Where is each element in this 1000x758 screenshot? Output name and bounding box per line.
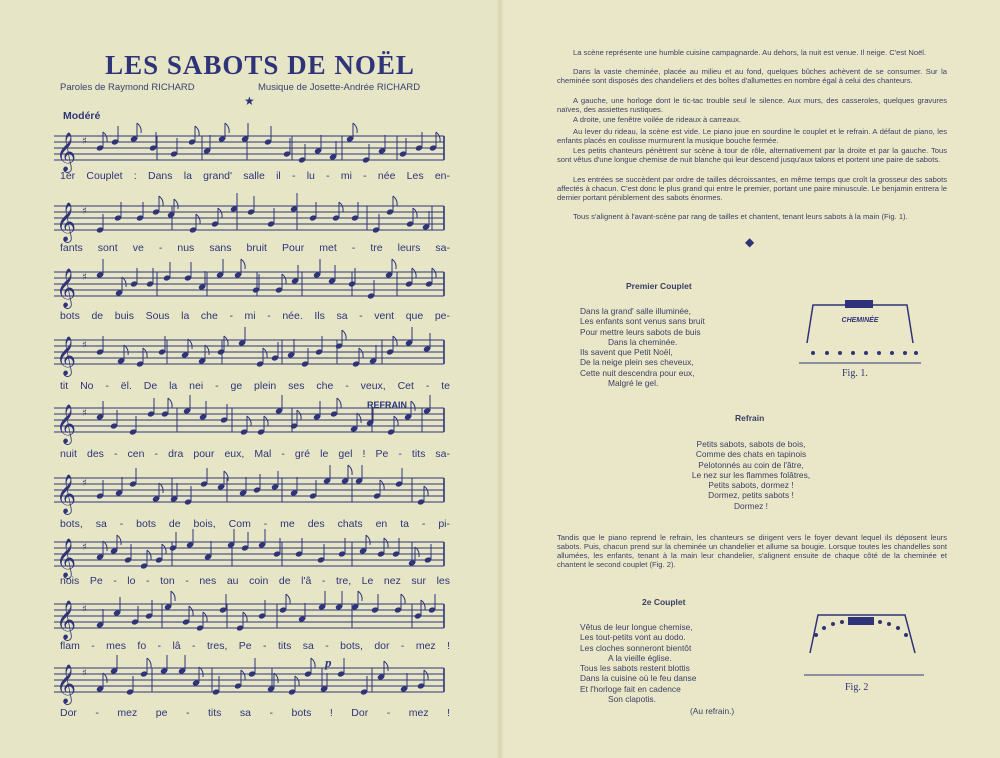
- note-flag: [243, 612, 247, 622]
- note-flag: [162, 544, 166, 554]
- composer-credit: Musique de Josette-Andrée RICHARD: [258, 82, 421, 93]
- verse-line: Dormez, petits sabots !: [708, 490, 794, 501]
- stage-paragraph: A droite, une fenêtre voilée de rideaux à carreaux.: [573, 115, 742, 124]
- stage-paragraph: Au lever du rideau, la scène est vide. Le piano joue en sourdine le couplet et le refrain. A défaut de piano, les enfants placés en coulisse murmurent la musique bouche fermée.: [557, 127, 947, 145]
- refrain-instruction: (Au refrain.): [690, 706, 735, 716]
- note-flag: [411, 401, 415, 411]
- note-flag: [196, 214, 200, 224]
- note-flag: [421, 600, 425, 610]
- note-flag: [311, 658, 315, 668]
- note-flag: [103, 541, 107, 551]
- note-flag: [137, 123, 141, 133]
- note-flag: [247, 416, 251, 426]
- treble-clef: 𝄞: [56, 664, 77, 704]
- fig1-chimney-label: CHEMINÉE: [841, 317, 879, 324]
- note-flag: [415, 547, 419, 557]
- note-flag: [413, 208, 417, 218]
- note-flag: [159, 196, 163, 206]
- verse-line: Dans la grand' salle illuminée,: [580, 306, 691, 316]
- treble-clef: 𝄞: [56, 600, 77, 640]
- note-flag: [393, 196, 397, 206]
- tempo-marking: Modéré: [63, 110, 101, 122]
- verse-line: Dormez !: [734, 500, 768, 511]
- lyric-line: 1er Couplet : Dans la grand' salle il - lu - mi - née Les en-: [60, 170, 450, 182]
- song-title: LES SABOTS DE NOËL: [105, 50, 415, 80]
- note-flag: [295, 676, 299, 686]
- verse-line: De la neige plein ses cheveux,: [580, 357, 694, 368]
- stage-paragraph: La scène représente une humble cuisine campagnarde. Au dehors, la nuit est venue. Il neige. C'est Noël.: [573, 48, 927, 57]
- note-flag: [384, 538, 388, 548]
- refrain-heading: Refrain: [735, 413, 765, 423]
- note-flag: [366, 535, 370, 545]
- first-couplet-heading: Premier Couplet: [626, 281, 692, 291]
- stage-paragraph: Tous s'alignent à l'avant-scène par rang de tailles et chantent, tenant leurs sabots à la main (Fig. 1).: [573, 212, 908, 221]
- note-flag: [203, 612, 207, 622]
- note-flag: [124, 345, 128, 355]
- page-fold: [496, 0, 504, 758]
- note-flag: [103, 673, 107, 683]
- note-flag: [412, 268, 416, 278]
- verse-line: Ils savent que Petit Noël,: [580, 347, 673, 358]
- key-signature-sharp: ♯: [82, 542, 87, 553]
- key-signature-sharp: ♯: [82, 206, 87, 217]
- middle-paragraph: Tandis que le piano reprend le refrain, les chanteurs se dirigent vers le foyer devant lequel ils déposent leurs sabots. Puis, chacun prend sur la cheminée un chandelier et allume sa bougie. Lorsque toutes les chandelles sont allumées, les enfants, tenant à la main leur chandelier, s'alignent ensuite de chaque côté de la cheminée et chantent le second couplet (Fig. 2).: [557, 533, 947, 569]
- note-flag: [168, 398, 172, 408]
- staff: [54, 193, 444, 243]
- note-flag: [432, 268, 436, 278]
- key-signature-sharp: ♯: [82, 478, 87, 489]
- refrain-marking: REFRAIN: [367, 400, 407, 410]
- note-flag: [224, 336, 228, 346]
- note-flag: [143, 348, 147, 358]
- note-flag: [384, 661, 388, 671]
- staff: [54, 123, 444, 173]
- stage-paragraph: Dans la vaste cheminée, placée au milieu et au fond, quelques bûches achèvent de se consumer. Sur la cheminée sont disposés des chandeliers et des boîtes d'allumettes en nombre égal à celui des chanteurs.: [557, 67, 947, 85]
- note-flag: [117, 535, 121, 545]
- note-flag: [401, 594, 405, 604]
- staff: [54, 655, 444, 705]
- staff: [54, 465, 444, 515]
- lyricist-credit: Paroles de Raymond RICHARD: [60, 82, 195, 93]
- note-flag: [394, 416, 398, 426]
- note-flag: [159, 483, 163, 493]
- figure-1-diagram: [795, 295, 925, 370]
- stage-paragraph: Les petits chanteurs pénètrent sur scène à tour de rôle, alternativement par la droite et par la gauche. Tous sont vêtus d'une longue chemise de nuit blanche qui leur descend jusqu'aux talons et portent une paire de sabots.: [557, 146, 947, 164]
- lyric-line: flam - mes fo - lâ - tres, Pe - tits sa - bots, dor - mez !: [60, 640, 450, 652]
- fig2-caption: Fig. 2: [845, 682, 869, 693]
- note-flag: [359, 348, 363, 358]
- note-flag: [424, 486, 428, 496]
- verse-line: Petits sabots, dormez !: [708, 480, 794, 491]
- note-flag: [424, 670, 428, 680]
- lyric-line: nois Pe - lo - ton - nes au coin de l'â - tre, Le nez sur les: [60, 575, 450, 587]
- lyric-line: bots, sa - bots de bois, Com - me des chats en ta - pi-: [60, 518, 450, 530]
- note-flag: [122, 277, 126, 287]
- note-flag: [353, 123, 357, 133]
- note-flag: [286, 594, 290, 604]
- diamond-separator: ◆: [745, 235, 755, 249]
- staff: [54, 529, 444, 579]
- verse-line: A la vieille église.: [608, 652, 672, 663]
- note-flag: [103, 132, 107, 142]
- note-flag: [224, 471, 228, 481]
- verse-line: Malgré le gel.: [608, 378, 659, 389]
- key-signature-sharp: ♯: [82, 136, 87, 147]
- lyric-line: Dor - mez pe - tits sa - bots ! Dor - mez !: [60, 707, 450, 719]
- staff: [54, 591, 444, 641]
- music-staves: [52, 120, 452, 710]
- note-flag: [342, 330, 346, 340]
- second-couplet-verse: [580, 622, 696, 704]
- verse-line: Le nez sur les flammes folâtres,: [691, 469, 811, 480]
- verse-line: Son clapotis.: [608, 694, 656, 705]
- note-flag: [199, 667, 203, 677]
- note-flag: [174, 199, 178, 209]
- key-signature-sharp: ♯: [82, 604, 87, 615]
- treble-clef: 𝄞: [56, 202, 77, 242]
- stage-paragraph: A gauche, une horloge dont le tic-tac trouble seul le silence. Aux murs, des casseroles, quelques gravures naïves, des assiettes rustiques.: [557, 96, 947, 114]
- note-flag: [147, 550, 151, 560]
- verse-line: Pour mettre leurs sabots de buis: [580, 326, 701, 337]
- stage-paragraph: Les entrées se succèdent par ordre de tailles décroissantes, en même temps que croît la grosseur des sabots affectés à chacun. C'est donc le plus grand qui entre le premier, portant une paire minuscule. Le benjamin entrera le dernier portant péniblement des sabots énormes.: [557, 175, 947, 202]
- treble-clef: 𝄞: [56, 268, 77, 308]
- note-flag: [393, 336, 397, 346]
- note-flag: [225, 123, 229, 133]
- verse-line: Dans la cheminée.: [608, 336, 678, 347]
- note-flag: [171, 591, 175, 601]
- lyric-line: nuit des - cen - dra pour eux, Mal - gré le gel ! Pe - tits sa-: [60, 448, 450, 460]
- verse-line: Les cloches sonneront bientôt: [580, 642, 692, 653]
- verse-line: Dans la cuisine où le feu danse: [580, 673, 697, 684]
- note-flag: [263, 348, 267, 358]
- verse-line: Tous les sabots restent blottis: [580, 663, 690, 674]
- note-flag: [392, 259, 396, 269]
- treble-clef: 𝄞: [56, 404, 77, 444]
- note-flag: [357, 413, 361, 423]
- star-ornament: ★: [244, 94, 255, 108]
- note-flag: [195, 126, 199, 136]
- second-couplet-heading: 2e Couplet: [642, 597, 686, 607]
- note-flag: [218, 208, 222, 218]
- key-signature-sharp: ♯: [82, 272, 87, 283]
- note-flag: [436, 132, 440, 142]
- note-flag: [339, 202, 343, 212]
- piano-dynamic: p: [325, 655, 332, 670]
- lyric-line: fants sont ve - nus sans bruit Pour met - tre leurs sa-: [60, 242, 450, 254]
- verse-line: Petits sabots, sabots de bois,: [696, 439, 806, 449]
- note-flag: [264, 416, 268, 426]
- note-flag: [297, 410, 301, 420]
- lyric-line: tit No - ël. De la nei - ge plein ses che - veux, Cet - te: [60, 380, 450, 392]
- note-flag: [337, 398, 341, 408]
- note-flag: [380, 480, 384, 490]
- note-flag: [358, 591, 362, 601]
- key-signature-sharp: ♯: [82, 668, 87, 679]
- verse-line: Les enfants sont venus sans bruit: [580, 316, 705, 327]
- treble-clef: 𝄞: [56, 132, 77, 172]
- treble-clef: 𝄞: [56, 336, 77, 376]
- figure-2-diagram: [800, 605, 930, 685]
- verse-line: Et l'horloge fait en cadence: [580, 683, 681, 694]
- verse-line: Les tout-petits vont au dodo.: [580, 632, 686, 643]
- note-flag: [189, 606, 193, 616]
- treble-clef: 𝄞: [56, 538, 77, 578]
- note-flag: [205, 345, 209, 355]
- first-couplet-verse: [580, 306, 705, 388]
- note-flag: [282, 274, 286, 284]
- note-flag: [188, 339, 192, 349]
- note-flag: [241, 670, 245, 680]
- note-flag: [274, 673, 278, 683]
- lyric-line: bots de buis Sous la che - mi - née. Ils sa - vent que pe-: [60, 310, 450, 322]
- staff: [54, 259, 444, 309]
- verse-line: Comme des chats en tapinois: [695, 449, 807, 460]
- key-signature-sharp: ♯: [82, 408, 87, 419]
- refrain-verse: [680, 439, 822, 511]
- staff: [54, 327, 444, 377]
- fig1-caption: Fig. 1.: [842, 368, 868, 379]
- key-signature-sharp: ♯: [82, 340, 87, 351]
- verse-line: Cette nuit descendra pour eux,: [580, 367, 695, 378]
- verse-line: Pelotonnés au coin de l'âtre,: [698, 459, 804, 470]
- verse-line: Vêtus de leur longue chemise,: [580, 622, 693, 632]
- treble-clef: 𝄞: [56, 474, 77, 514]
- note-flag: [241, 259, 245, 269]
- note-flag: [348, 465, 352, 475]
- note-flag: [147, 658, 151, 668]
